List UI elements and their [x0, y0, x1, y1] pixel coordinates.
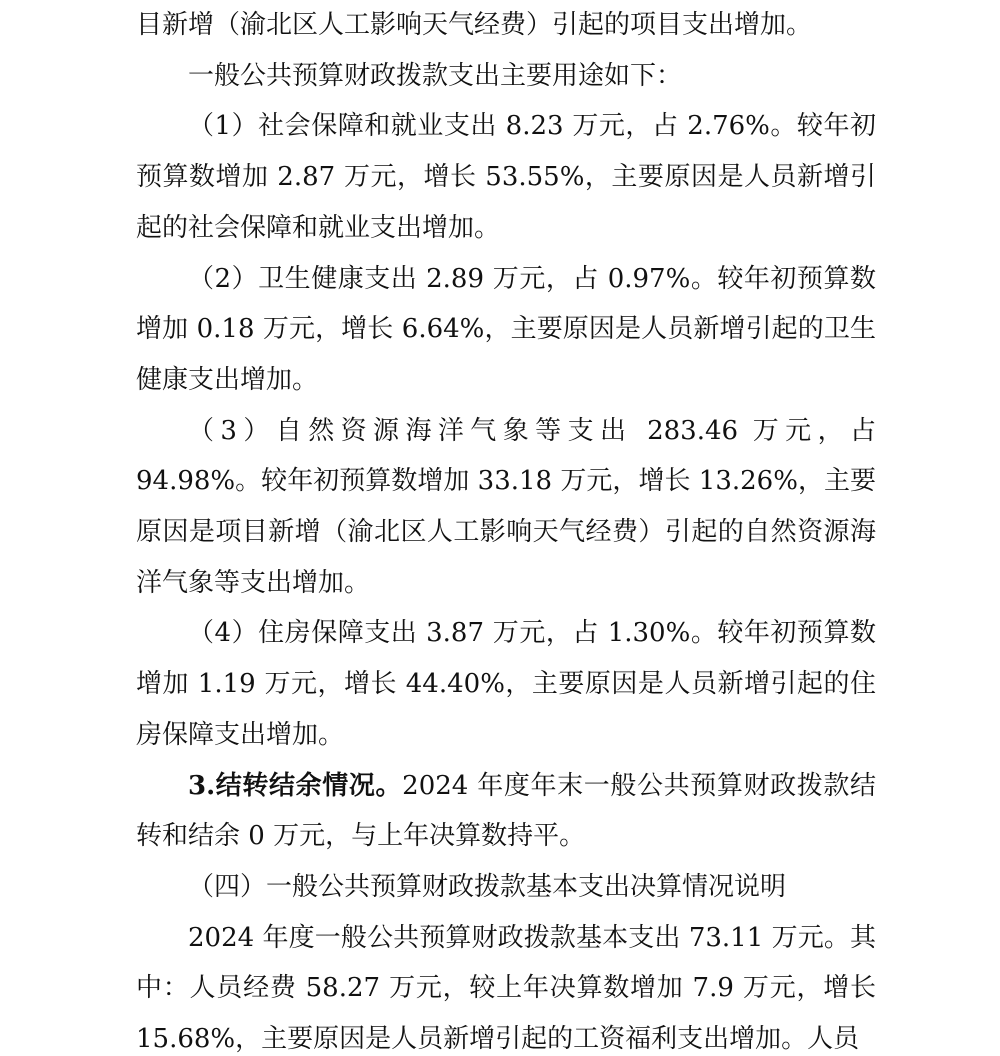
paragraph-natural-resources: （3）自然资源海洋气象等支出 283.46 万元，占 94.98%。较年初预算数增加 33.18 万元，增长 13.26%，主要原因是项目新增（渝北区人工影响天气经费）引起的自然资源海洋气象等支出增加。: [136, 415, 876, 598]
paragraph-housing: （4）住房保障支出 3.87 万元，占 1.30%。较年初预算数增加 1.19 万元，增长 44.40%，主要原因是人员新增引起的住房保障支出增加。: [136, 618, 876, 750]
paragraph-basic-expenditure: 2024 年度一般公共预算财政拨款基本支出 73.11 万元。其中：人员经费 58.27 万元，较上年决算数增加 7.9 万元，增长 15.68%，主要原因是人员新增引起的工资福利支出增加。人员: [136, 922, 876, 1055]
paragraph-usage-intro: 一般公共预算财政拨款支出主要用途如下：: [188, 60, 683, 91]
section-heading-basic-expenditure: （四）一般公共预算财政拨款基本支出决算情况说明: [188, 871, 787, 902]
paragraph-health: （2）卫生健康支出 2.89 万元，占 0.97%。较年初预算数增加 0.18 万元，增长 6.64%，主要原因是人员新增引起的卫生健康支出增加。: [136, 263, 876, 395]
paragraph-social-security: （1）社会保障和就业支出 8.23 万元，占 2.76%。较年初预算数增加 2.87 万元，增长 53.55%，主要原因是人员新增引起的社会保障和就业支出增加。: [136, 111, 876, 243]
paragraph-carryover: [136, 761, 876, 862]
body-text-column: [136, 0, 876, 1056]
paragraph-continuation: 目新增（渝北区人工影响天气经费）引起的项目支出增加。: [136, 10, 813, 40]
carryover-heading: 3.结转结余情况。: [188, 770, 403, 801]
carryover-text: 2024 年度年末一般公共预算财政拨款结转和结余 0 万元，与上年决算数持平。: [136, 770, 876, 852]
